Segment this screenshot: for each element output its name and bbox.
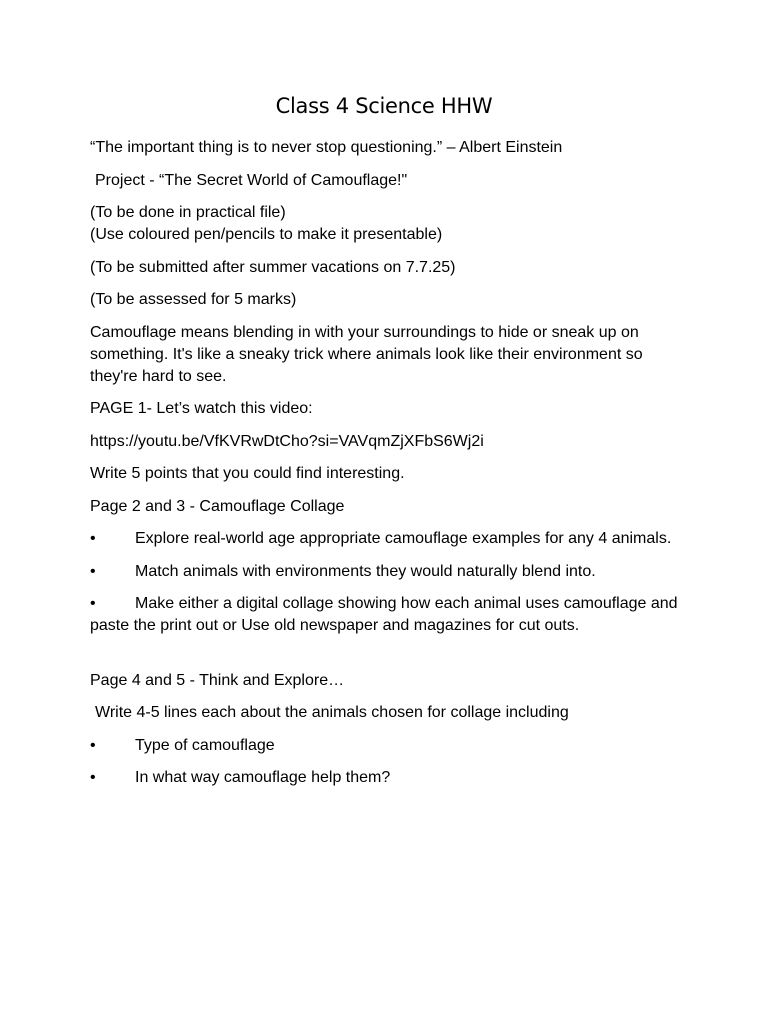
- page45-heading: Page 4 and 5 - Think and Explore…: [90, 671, 345, 689]
- document-body: [90, 137, 680, 800]
- bullet-icon: •: [90, 736, 96, 754]
- page1-heading: PAGE 1- Let’s watch this video:: [90, 400, 313, 417]
- list-item: [90, 735, 680, 757]
- quote-text: “The important thing is to never stop questioning.” – Albert Einstein: [90, 139, 563, 156]
- list-item: [90, 767, 680, 789]
- list-item-text: Explore real-world age appropriate camouflage examples for any 4 animals.: [135, 530, 672, 547]
- bullet-icon: •: [90, 769, 96, 786]
- camouflage-definition: Camouflage means blending in with your surroundings to hide or sneak up on something. It's like a sneaky trick where animals look like their environment so they're hard to see.: [90, 323, 643, 385]
- bullet-icon: •: [90, 562, 96, 580]
- bullet-icon: •: [90, 530, 96, 547]
- list-item: [90, 593, 680, 637]
- project-title: Project - “The Secret World of Camouflage!": [95, 171, 408, 189]
- assessment-marks: (To be assessed for 5 marks): [90, 291, 297, 308]
- list-item-text: In what way camouflage help them?: [135, 769, 391, 786]
- list-item-text: Make either a digital collage showing how each animal uses camouflage and paste the print out or Use old newspaper and magazines for cut outs.: [90, 595, 678, 634]
- list-item-text: Type of camouflage: [135, 736, 275, 754]
- list-item-text: Match animals with environments they would naturally blend into.: [135, 562, 596, 580]
- bullet-icon: •: [90, 595, 96, 612]
- submission-date: (To be submitted after summer vacations on 7.7.25): [90, 258, 456, 276]
- instruction-coloured-pens: (Use coloured pen/pencils to make it presentable): [90, 226, 443, 243]
- page1-task: Write 5 points that you could find interesting.: [90, 465, 405, 482]
- page45-task: Write 4-5 lines each about the animals chosen for collage including: [95, 704, 569, 721]
- video-link: https://youtu.be/VfKVRwDtCho?si=VAVqmZjXFbS6Wj2i: [90, 432, 484, 450]
- blank-line: [90, 648, 680, 670]
- list-item: [90, 561, 680, 583]
- instruction-practical-file: (To be done in practical file): [90, 204, 286, 221]
- page23-heading: Page 2 and 3 - Camouflage Collage: [90, 497, 345, 515]
- list-item: [90, 528, 680, 550]
- document-title: Class 4 Science HHW: [275, 94, 493, 118]
